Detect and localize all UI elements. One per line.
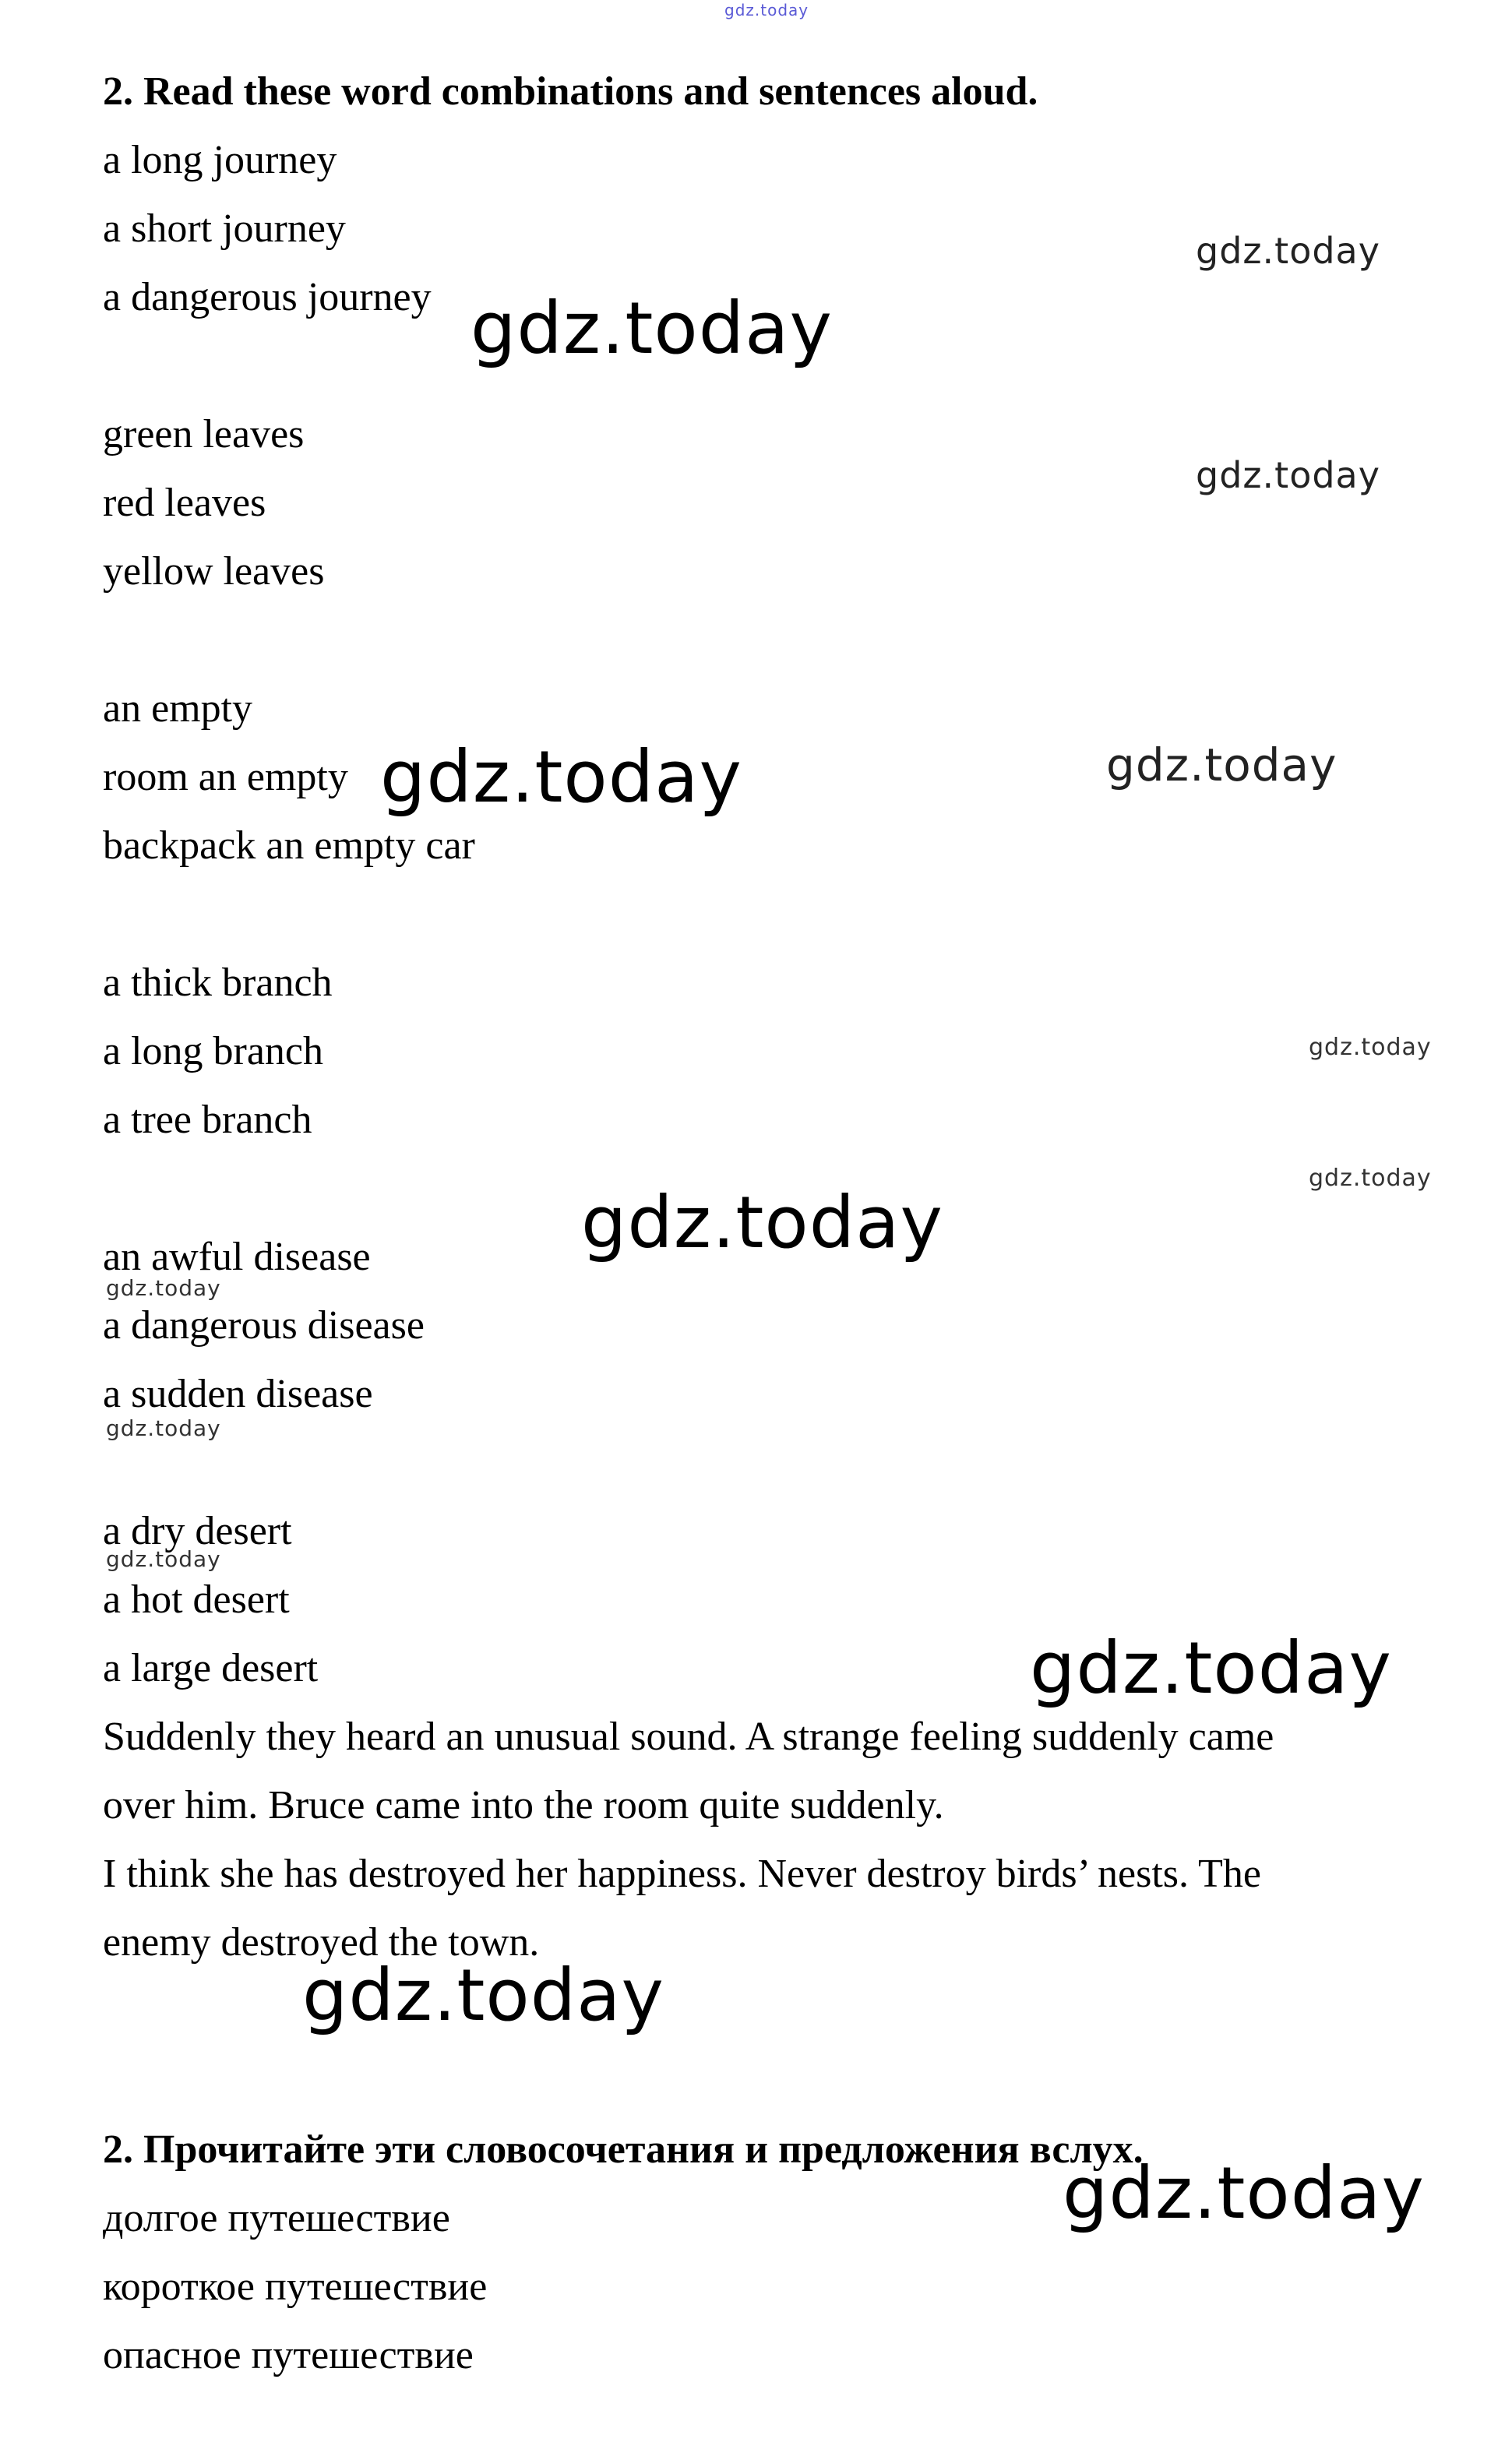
watermark: gdz.today xyxy=(1106,738,1338,791)
phrase-item: a dangerous journey xyxy=(103,275,432,319)
watermark: gdz.today xyxy=(106,1275,221,1301)
watermark: gdz.today xyxy=(380,735,742,819)
phrase-item: yellow leaves xyxy=(103,549,325,594)
phrase-item: a long branch xyxy=(103,1029,324,1073)
watermark: gdz.today xyxy=(471,287,833,370)
translation-line: долгое путешествие xyxy=(103,2196,450,2240)
phrase-item: a short journey xyxy=(103,206,346,251)
phrase-item: red leaves xyxy=(103,481,266,525)
phrase-item: room an empty xyxy=(103,755,348,799)
translation-line: короткое путешествие xyxy=(103,2265,488,2309)
translation-line: опасное путешествие xyxy=(103,2333,474,2377)
phrase-item: a dry desert xyxy=(103,1509,292,1553)
watermark: gdz.today xyxy=(106,1415,221,1441)
watermark: gdz.today xyxy=(581,1181,943,1264)
sentence-line: over him. Bruce came into the room quite suddenly. xyxy=(103,1783,944,1827)
phrase-item: a hot desert xyxy=(103,1577,290,1622)
watermark: gdz.today xyxy=(1030,1627,1392,1710)
sentence-line: I think she has destroyed her happiness. Never destroy birds’ nests. The xyxy=(103,1852,1261,1896)
phrase-item: a dangerous disease xyxy=(103,1303,425,1348)
watermark: gdz.today xyxy=(1309,1165,1432,1192)
phrase-item: a tree branch xyxy=(103,1098,312,1142)
phrase-item: green leaves xyxy=(103,412,305,456)
sentence-line: Suddenly they heard an unusual sound. A strange feeling suddenly came xyxy=(103,1715,1274,1759)
watermark: gdz.today xyxy=(106,1546,221,1572)
phrase-item: an empty xyxy=(103,686,253,731)
watermark: gdz.today xyxy=(1196,454,1380,496)
watermark: gdz.today xyxy=(302,1954,664,2037)
watermark: gdz.today xyxy=(1063,2152,1425,2235)
watermark: gdz.today xyxy=(1309,1034,1432,1061)
phrase-item: a sudden disease xyxy=(103,1372,373,1416)
phrase-item: a long journey xyxy=(103,138,337,182)
exercise-heading: 2. Read these word combinations and sentences aloud. xyxy=(103,69,1038,114)
phrase-item: an awful disease xyxy=(103,1235,371,1279)
watermark: gdz.today xyxy=(724,1,809,19)
watermark: gdz.today xyxy=(1196,230,1380,272)
phrase-item: a thick branch xyxy=(103,960,333,1005)
phrase-item: backpack an empty car xyxy=(103,823,475,868)
phrase-item: a large desert xyxy=(103,1646,319,1690)
translation-heading: 2. Прочитайте эти словосочетания и предложения вслух. xyxy=(103,2127,1144,2172)
sentence-line: enemy destroyed the town. xyxy=(103,1920,540,1965)
